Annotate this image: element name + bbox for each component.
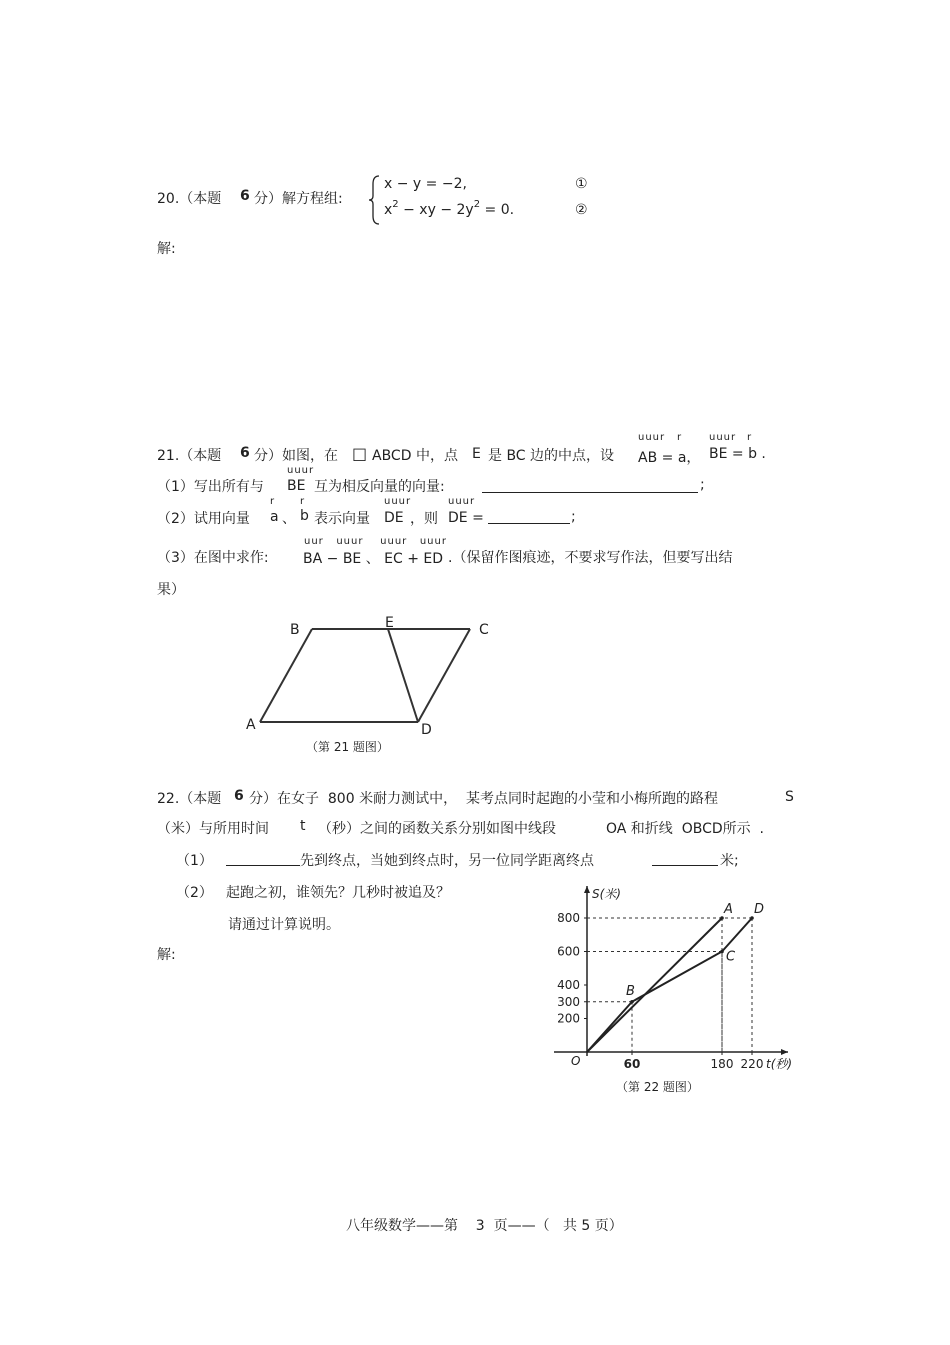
q22-line2c: OA 和折线 OBCD所示 .: [606, 821, 764, 837]
series-line-1: [587, 918, 722, 1052]
q20-equation-2: [384, 199, 515, 218]
q21-score: 6: [240, 445, 250, 461]
q21-part1-text: （1）写出所有与: [157, 479, 264, 495]
q22-s-variable: S: [785, 789, 794, 805]
q22-part1-answer-blank-2[interactable]: [652, 851, 718, 866]
x-tick-label: 220: [740, 1057, 764, 1071]
q22-part1-unit: 米;: [720, 853, 739, 869]
vector-ab-arrow: uuur: [638, 432, 666, 443]
q20-equation-2-mark: ②: [575, 202, 588, 218]
q20-suffix: 分）解方程组:: [254, 191, 343, 207]
label-b: B: [290, 622, 300, 638]
x-axis-label: t(秒): [766, 1057, 793, 1071]
point-b: [630, 1000, 634, 1004]
q20-eq2-x: x: [384, 202, 393, 218]
q20-prefix: 20.（本题: [157, 191, 222, 207]
y-tick-label: 300: [557, 994, 580, 1009]
q21-part2-text-3: ，则: [410, 511, 438, 527]
point-label-c: C: [726, 949, 736, 965]
distance-time-chart: [550, 880, 800, 1080]
q21-part2-text: （2）试用向量: [157, 511, 250, 527]
q21-text-1: 分）如图，在: [254, 448, 338, 464]
q20-equation-1-mark: ①: [575, 176, 588, 192]
q21-part2-b-arrow: r: [300, 496, 306, 507]
q21-part1-text-2: 互为相反向量的向量:: [314, 479, 445, 495]
q21-part3-text-2: .（保留作图痕迹，不要求写作法，但要写出结: [448, 550, 733, 566]
vector-be-arrow: uuur: [709, 432, 737, 443]
point-label-b: B: [626, 983, 635, 999]
q21-prefix: 21.（本题: [157, 448, 222, 464]
x-tick-label: 60: [623, 1057, 641, 1071]
q21-part2-text-2: 表示向量: [314, 511, 370, 527]
q21-point-e: E: [472, 446, 481, 462]
q21-part2-sep: 、: [282, 511, 296, 527]
q21-part3-arrows: uur uuur uuur uuur: [304, 536, 447, 547]
q22-part2-text: 起跑之初，谁领先？几秒时被追及？: [226, 885, 450, 901]
y-tick-label: 800: [557, 911, 580, 925]
q21-part2-end: ;: [571, 509, 576, 525]
q22-figure-caption: （第 22 题图）: [616, 1080, 699, 1094]
y-tick-label: 400: [557, 978, 580, 992]
label-e: E: [385, 615, 394, 631]
label-a: A: [246, 717, 256, 733]
point-label-d: D: [754, 902, 765, 917]
q22-part1-text: 先到终点，当她到终点时，另一位同学距离终点: [300, 853, 594, 869]
origin-label: O: [571, 1054, 581, 1068]
q21-text-3: 是 BC 边的中点，设: [488, 448, 615, 464]
x-tick-label: 180: [710, 1057, 734, 1071]
q20-eq2-exp2: 2: [473, 199, 481, 210]
q20-equation-1: x − y = −2,: [384, 176, 467, 192]
page-footer: 八年级数学——第 3 页——（ 共 5 页）: [346, 1218, 623, 1234]
y-tick-label: 600: [557, 944, 580, 959]
x-axis-arrowhead: [781, 1049, 788, 1055]
vector-be-definition: BE = b .: [709, 446, 766, 462]
q21-part1-answer-blank[interactable]: [482, 478, 698, 493]
q20-solution-label: 解:: [157, 241, 176, 257]
q21-part2-de-arrow-2: uuur: [448, 496, 476, 507]
q22-part2-num: （2）: [176, 885, 213, 901]
q22-t-variable: t: [300, 818, 306, 834]
equation-brace: [368, 174, 382, 226]
q21-part3-text: （3）在图中求作:: [157, 550, 269, 566]
q20-eq2-end: = 0.: [484, 202, 515, 218]
q22-prefix: 22.（本题: [157, 791, 222, 807]
q21-figure-caption: （第 21 题图）: [306, 740, 389, 754]
point-label-a: A: [724, 902, 733, 917]
q21-part2-a-arrow: r: [270, 496, 276, 507]
q21-part1-arrow: uuur: [287, 465, 315, 476]
parallelogram-symbol: □: [352, 444, 368, 463]
q22-part1-num: （1）: [176, 853, 213, 869]
series-line-2: [587, 918, 752, 1052]
vector-ab-definition: AB = a，: [638, 450, 701, 466]
q21-part1-end: ;: [700, 477, 705, 493]
q22-line2a: （米）与所用时间: [157, 821, 269, 837]
q21-part2-b: b: [300, 508, 309, 524]
q21-part2-answer-blank[interactable]: [488, 509, 570, 524]
side-ab: [260, 629, 312, 722]
q21-text-2: ABCD 中，点: [372, 448, 458, 464]
q21-part2-de-arrow: uuur: [384, 496, 412, 507]
label-c: C: [479, 622, 489, 638]
parallelogram-figure: [240, 610, 510, 740]
q22-line2b: （秒）之间的函数关系分别如图中线段: [318, 821, 556, 837]
q20-eq2-mid: − xy − 2y: [403, 202, 474, 218]
q21-part2-de: DE: [384, 510, 404, 526]
q21-part3-text-3: 果）: [157, 582, 185, 598]
q21-part2-a: a: [270, 509, 279, 525]
q22-part2-text-2: 请通过计算说明。: [228, 917, 340, 933]
q20-score: 6: [240, 188, 250, 204]
y-axis-arrowhead: [584, 886, 590, 893]
y-tick-label: 200: [557, 1011, 580, 1026]
q22-text-1: 分）在女子 800 米耐力测试中， 某考点同时起跑的小莹和小梅所跑的路程: [249, 791, 718, 807]
q22-part1-answer-blank-1[interactable]: [226, 851, 300, 866]
y-axis-label: S(米): [592, 887, 621, 901]
segment-ed: [388, 629, 418, 722]
q21-part3-vectors: BA − BE 、 EC + ED: [303, 551, 444, 567]
q20-eq2-exp1: 2: [392, 199, 399, 210]
q21-part2-de-equals: DE =: [448, 510, 484, 526]
point-c: [720, 950, 724, 954]
q21-part1-vector: BE: [287, 478, 306, 494]
q22-solution-label: 解:: [157, 947, 176, 963]
vector-b-arrow: r: [747, 432, 753, 443]
label-d: D: [421, 722, 432, 738]
side-cd: [418, 629, 470, 722]
q22-score: 6: [234, 788, 244, 804]
vector-a-arrow: r: [677, 432, 683, 443]
